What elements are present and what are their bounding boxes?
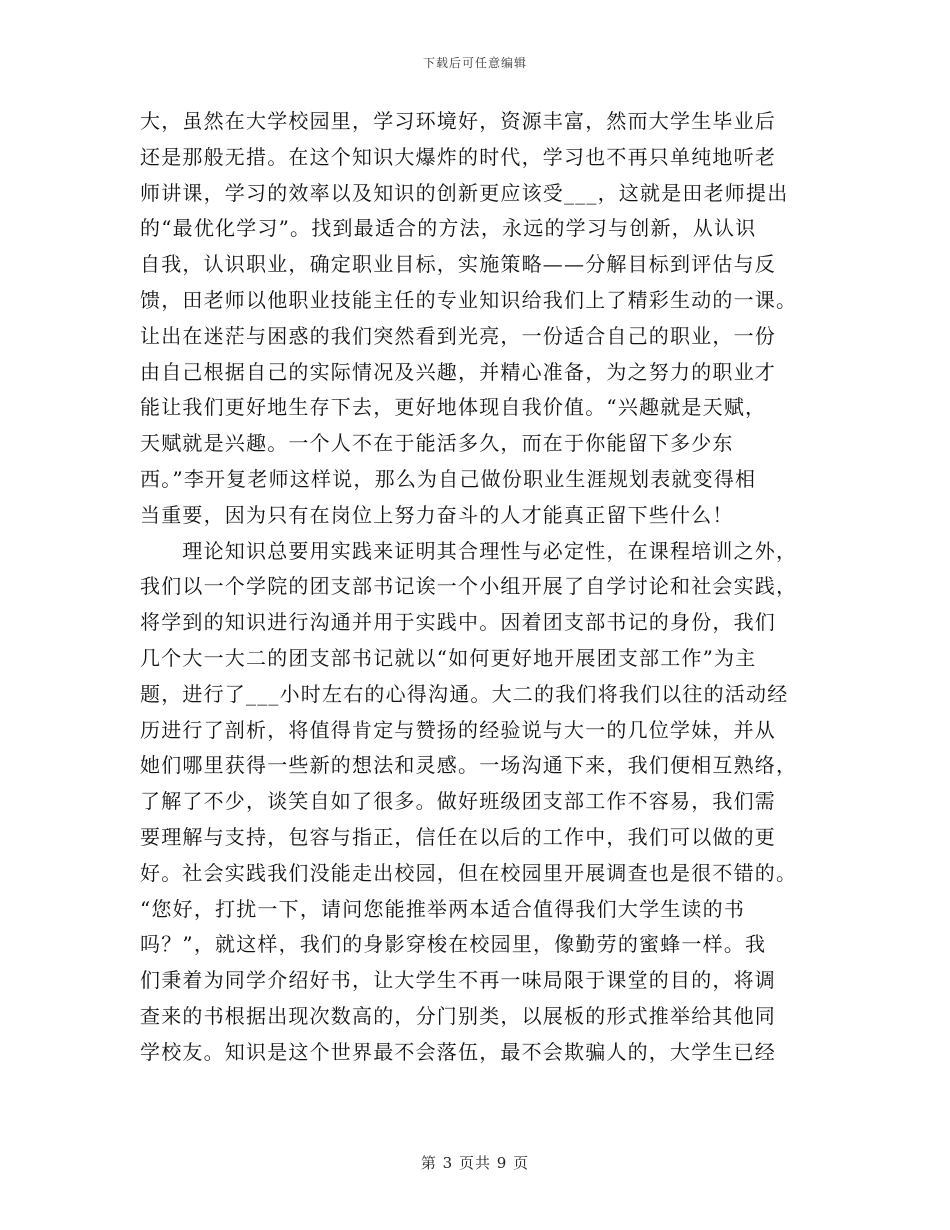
text-line: 将学到的知识进行沟通并用于实践中。因着团支部书记的身份，我们 (140, 610, 776, 635)
text-line: 让出在迷茫与困惑的我们突然看到光亮，一份适合自己的职业，一份 (140, 323, 776, 348)
page-footer: 第 3 页共 9 页 (420, 1154, 530, 1172)
text-line: 西。”李开复老师这样说，那么为自己做份职业生涯规划表就变得相 (140, 466, 757, 491)
text-line: 由自己根据自己的实际情况及兴趣，并精心准备，为之努力的职业才 (140, 359, 776, 384)
text-line: 题，进行了___小时左右的心得沟通。大二的我们将我们以往的活动经 (140, 681, 789, 706)
text-line: 吗？”，就这样，我们的身影穿梭在校园里，像勤劳的蜜蜂一样。我 (140, 932, 767, 957)
text-line: 能让我们更好地生存下去，更好地体现自我价值。“兴趣就是天赋， (140, 395, 767, 420)
text-line: 我们以一个学院的团支部书记诶一个小组开展了自学讨论和社会实践， (140, 574, 798, 599)
text-line: 大，虽然在大学校园里，学习环境好，资源丰富，然而大学生毕业后 (140, 109, 776, 133)
text-line: 当重要，因为只有在岗位上努力奋斗的人才能真正留下些什么！ (140, 502, 734, 527)
text-line: 好。社会实践我们没能走出校园，但在校园里开展调查也是很不错的。 (140, 860, 798, 885)
text-line: “您好，打扰一下，请问您能推举两本适合值得我们大学生读的书 (140, 896, 746, 921)
text-line: 天赋就是兴趣。一个人不在于能活多久，而在于你能留下多少东 (140, 431, 734, 456)
text-line: 几个大一大二的团支部书记就以“如何更好地开展团支部工作”为主 (140, 645, 757, 670)
text-line: 们秉着为同学介绍好书，让大学生不再一味局限于课堂的目的，将调 (140, 968, 776, 993)
text-line: 馈，田老师以他职业技能主任的专业知识给我们上了精彩生动的一课。 (140, 287, 798, 312)
text-line: 还是那般无措。在这个知识大爆炸的时代，学习也不再只单纯地听老 (140, 144, 776, 169)
page-header: 下载后可任意编辑 (422, 56, 527, 70)
text-line: 她们哪里获得一些新的想法和灵感。一场沟通下来，我们便相互熟络， (140, 753, 798, 778)
text-line: 自我，认识职业，确定职业目标，实施策略——分解目标到评估与反 (140, 252, 776, 277)
text-line: 学校友。知识是这个世界最不会落伍，最不会欺骗人的，大学生已经 (140, 1039, 776, 1064)
text-line: 要理解与支持，包容与指正，信任在以后的工作中，我们可以做的更 (140, 824, 776, 849)
text-line: 查来的书根据出现次数高的，分门别类，以展板的形式推举给其他同 (140, 1003, 776, 1028)
text-line: 的“最优化学习”。找到最适合的方法，永远的学习与创新，从认识 (140, 216, 757, 241)
text-line: 历进行了剖析，将值得肯定与赞扬的经验说与大一的几位学妹，并从 (140, 717, 776, 742)
text-line: 了解了不少，谈笑自如了很多。做好班级团支部工作不容易，我们需 (140, 789, 776, 814)
text-line: 理论知识总要用实践来证明其合理性与必定性，在课程培训之外， (140, 538, 798, 563)
text-line: 师讲课，学习的效率以及知识的创新更应该受___，这就是田老师提出 (140, 180, 789, 205)
document-body (140, 104, 810, 1071)
